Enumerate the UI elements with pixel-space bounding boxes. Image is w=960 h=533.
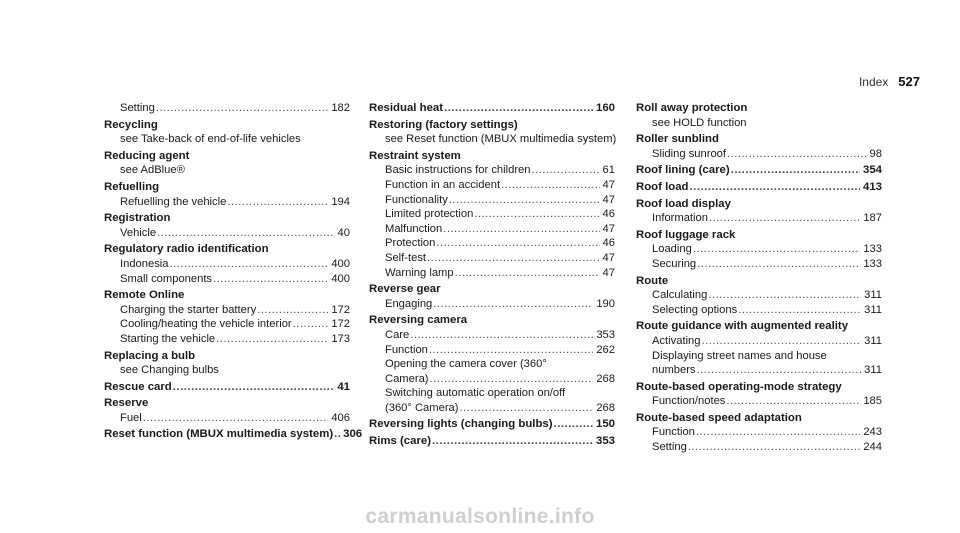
entry-heading-text: Route-based speed adaptation [636,411,802,424]
watermark: carmanualsonline.info [365,505,595,528]
index-entry [104,180,350,209]
sub-entry-text: Opening the camera cover (360° [385,358,547,371]
sub-entry-text: Setting [652,441,687,454]
page-reference: 46 [602,237,615,250]
sub-entry-text: Fuel [120,411,142,424]
index-entry [636,101,882,130]
entry-heading [636,380,882,395]
sub-entry [369,193,615,208]
leader-dots [474,207,599,222]
leader-dots [293,317,329,332]
sub-entry-text: Function/notes [652,395,726,408]
sub-entry [636,211,882,226]
sub-entry [636,303,882,318]
sub-entry [636,440,882,455]
entry-heading-text: Route [636,274,669,287]
entry-heading-text: Reverse gear [369,283,441,296]
entry-heading [369,434,615,449]
page-reference: 413 [862,180,882,193]
index-entry [636,274,882,318]
entry-heading [636,180,882,195]
page-reference: 306 [343,428,363,441]
page-reference: 190 [596,297,615,310]
leader-dots [257,303,328,318]
entry-heading-text: Roller sunblind [636,133,719,146]
page-reference: 172 [331,318,350,331]
sub-entry [636,288,882,303]
page-reference: 353 [595,435,615,448]
sub-entry-text: Basic instructions for children [385,164,531,177]
sub-entry [104,101,350,116]
entry-heading-text: Refuelling [104,180,160,193]
entry-heading [636,319,882,334]
sub-entry [369,266,615,281]
leader-dots [157,226,334,241]
page-reference: 311 [864,334,882,347]
leader-dots [693,242,861,257]
sub-entry-text: Sliding sunroof [652,147,727,160]
leader-dots [410,328,593,343]
leader-dots [227,195,328,210]
leader-dots [443,222,599,237]
entry-heading-text: Roll away protection [636,102,748,114]
entry-heading-text: Roof load display [636,197,731,210]
entry-heading [104,211,350,226]
sub-entry [636,394,882,409]
sub-entry-text: see Changing bulbs [120,364,219,377]
leader-dots [738,303,861,318]
sub-entry-text: Warning lamp [385,266,454,279]
sub-entry [104,317,350,332]
sub-entry-text: Malfunction [385,222,443,235]
entry-heading [104,396,350,411]
page-reference: 182 [331,102,350,114]
entry-heading [636,197,882,212]
page-reference: 262 [596,343,615,356]
index-entry [369,313,615,415]
entry-heading [104,149,350,164]
sub-entry [369,401,615,416]
sub-entry [369,251,615,266]
page-reference: 354 [862,164,882,177]
index-entry [636,163,882,178]
entry-heading [369,118,615,133]
entry-heading-text: Route guidance with augmented reality [636,320,849,333]
index-entry [369,417,615,432]
page-reference: 268 [596,401,615,414]
index-entry [636,228,882,272]
leader-dots [690,180,860,195]
page-header [859,74,920,89]
sub-entry-text: (360° Camera) [385,401,459,414]
sub-entry-text: numbers [652,364,696,377]
page-reference: 268 [596,372,615,385]
index-entry [369,118,615,147]
page-reference: 133 [863,243,882,256]
leader-dots [702,334,862,349]
page-reference: 41 [337,380,350,393]
entry-heading-text: Reset function (MBUX multimedia system) [104,428,334,441]
sub-entry-text: Cooling/heating the vehicle interior [120,318,292,331]
sub-entry-text: Limited protection [385,208,474,221]
sub-entry-text: see Reset function (MBUX multimedia system) [385,133,617,146]
sub-entry [369,178,615,193]
page-reference: 98 [869,147,882,160]
sub-entry [369,357,615,372]
page-reference: 173 [331,332,350,345]
sub-entry [104,163,350,178]
entry-heading [104,180,350,195]
leader-dots [213,272,328,287]
page-reference: 172 [331,303,350,316]
sub-entry-text: Securing [652,257,697,270]
leader-dots [449,193,600,208]
sub-entry-text: Vehicle [120,226,157,239]
page-reference: 311 [864,303,882,316]
index-entry [636,180,882,195]
sub-entry [104,272,350,287]
page-reference: 47 [602,178,615,191]
index-entry [104,380,350,395]
sub-entry [636,425,882,440]
entry-heading [636,163,882,178]
entry-heading [369,313,615,328]
sub-entry-text: Switching automatic operation on/off [385,387,566,400]
index-entry [104,349,350,378]
entry-heading [636,228,882,243]
index-entry [104,211,350,240]
entry-heading-text: Reserve [104,397,149,410]
index-entry [369,434,615,449]
sub-entry [104,303,350,318]
page-reference: 150 [595,418,615,431]
sub-entry-text: Setting [120,102,155,114]
entry-heading-text: Restoring (factory settings) [369,118,518,131]
entry-heading [104,427,363,442]
sub-entry-text: Self-test [385,251,427,264]
page-reference: 133 [863,257,882,270]
leader-dots [436,236,599,251]
leader-dots [216,332,328,347]
entry-heading-text: Recycling [104,118,158,131]
index-entry [369,149,615,280]
leader-dots [501,178,599,193]
entry-heading-text: Residual heat [369,102,444,114]
leader-dots [688,440,860,455]
entry-heading-text: Roof load [636,180,689,193]
entry-heading [104,118,350,133]
sub-entry [636,147,882,162]
index-entry [369,282,615,311]
index-entry [104,149,350,178]
sub-entry [369,163,615,178]
sub-entry-text: see AdBlue® [120,164,185,177]
leader-dots [173,380,335,395]
leader-dots [532,163,600,178]
entry-heading-text: Reversing lights (changing bulbs) [369,418,553,431]
sub-entry [104,332,350,347]
sub-entry [369,207,615,222]
sub-entry [369,222,615,237]
leader-dots [726,394,860,409]
leader-dots [696,425,860,440]
page-reference: 40 [337,226,350,239]
entry-heading-text: Registration [104,212,171,225]
page-reference: 244 [863,441,882,454]
sub-entry-text: Selecting options [652,303,738,316]
sub-entry [369,328,615,343]
sub-entry-text: Information [652,212,708,225]
entry-heading-text: Reducing agent [104,149,190,162]
sub-entry-text: Displaying street names and house [652,349,827,362]
sub-entry [636,242,882,257]
page-reference: 353 [596,328,615,341]
page-reference: 47 [602,193,615,206]
sub-entry [369,236,615,251]
sub-entry [369,386,615,401]
page-reference: 400 [331,257,350,270]
sub-entry [104,363,350,378]
leader-dots [460,401,594,416]
sub-entry-text: Activating [652,334,701,347]
index-entry [104,101,350,116]
index-entry [636,380,882,409]
index-entry [636,411,882,455]
page-reference: 406 [331,411,350,424]
sub-entry-text: Loading [652,243,692,256]
entry-heading [369,101,615,116]
leader-dots [455,266,600,281]
sub-entry-text: Small components [120,272,213,285]
sub-entry [104,226,350,241]
index-column-2 [369,101,615,449]
index-entry [636,132,882,161]
entry-heading [636,274,882,289]
sub-entry [636,334,882,349]
entry-heading [636,411,882,426]
entry-heading [369,417,615,432]
leader-dots [334,427,340,442]
entry-heading [104,242,350,257]
page-reference: 61 [602,164,615,177]
sub-entry [369,343,615,358]
entry-heading [104,349,350,364]
page-reference: 400 [331,272,350,285]
leader-dots [731,163,860,178]
sub-entry-text: Charging the starter battery [120,303,257,316]
sub-entry-text: Function in an accident [385,178,501,191]
leader-dots [156,101,328,116]
entry-heading-text: Roof luggage rack [636,228,736,241]
index-entry [104,242,350,286]
sub-entry-text: Function [652,426,695,439]
leader-dots [170,257,329,272]
index-column-3 [636,101,882,455]
entry-heading-text: Rescue card [104,380,172,393]
entry-heading-text: Rims (care) [369,435,432,448]
leader-dots [697,363,862,378]
entry-heading-text: Roof lining (care) [636,164,730,177]
entry-heading-text: Replacing a bulb [104,349,196,362]
sub-entry [636,363,882,378]
leader-dots [554,417,593,432]
entry-heading-text: Regulatory radio identification [104,243,269,256]
page-reference: 47 [602,251,615,264]
sub-entry [104,195,350,210]
page-reference: 243 [863,426,882,439]
page-reference: 194 [331,195,350,208]
index-entry [636,197,882,226]
index-entry [369,101,615,116]
sub-entry-text: Camera) [385,372,429,385]
page-reference: 46 [602,208,615,221]
page-reference: 187 [863,212,882,225]
leader-dots [143,411,329,426]
sub-entry-text: Protection [385,237,436,250]
sub-entry-text: Care [385,328,410,341]
page-reference: 311 [864,289,882,302]
leader-dots [427,251,600,266]
sub-entry-text: Indonesia [120,257,169,270]
index-entry [104,396,350,425]
page-reference: 160 [595,102,615,114]
entry-heading [636,132,882,147]
sub-entry [369,132,615,147]
entry-heading-text: Restraint system [369,149,461,162]
sub-entry-text: Refuelling the vehicle [120,195,227,208]
entry-heading [104,288,350,303]
entry-heading [369,149,615,164]
entry-heading [104,380,350,395]
sub-entry [636,257,882,272]
page-reference: 185 [863,395,882,408]
page-number: 527 [898,74,920,89]
leader-dots [433,297,593,312]
leader-dots [708,288,861,303]
sub-entry-text: Starting the vehicle [120,332,216,345]
sub-entry [369,297,615,312]
sub-entry [636,116,882,131]
entry-heading-text: Remote Online [104,289,185,302]
leader-dots [709,211,860,226]
entry-heading [636,101,882,116]
page-reference: 47 [602,266,615,279]
sub-entry [104,411,350,426]
leader-dots [697,257,860,272]
sub-entry-text: Calculating [652,289,708,302]
sub-entry-text: see HOLD function [652,116,747,129]
sub-entry [104,257,350,272]
entry-heading [369,282,615,297]
index-column-1 [104,101,363,442]
leader-dots [432,434,593,449]
sub-entry-text: Engaging [385,297,433,310]
entry-heading-text: Reversing camera [369,314,468,327]
sub-entry-text: Function [385,343,428,356]
leader-dots [727,147,867,162]
index-entry [104,427,363,442]
leader-dots [429,343,593,358]
index-entry [636,319,882,377]
leader-dots [430,372,594,387]
index-label: Index [858,75,889,89]
sub-entry-text: see Take-back of end-of-life vehicles [120,133,301,146]
index-entry [104,118,350,147]
page-reference: 47 [602,222,615,235]
page-reference: 311 [864,364,882,377]
leader-dots [444,101,593,116]
index-entry [104,288,350,346]
sub-entry [369,372,615,387]
entry-heading-text: Route-based operating-mode strategy [636,380,842,393]
sub-entry [104,132,350,147]
sub-entry [636,349,882,364]
sub-entry-text: Functionality [385,193,448,206]
